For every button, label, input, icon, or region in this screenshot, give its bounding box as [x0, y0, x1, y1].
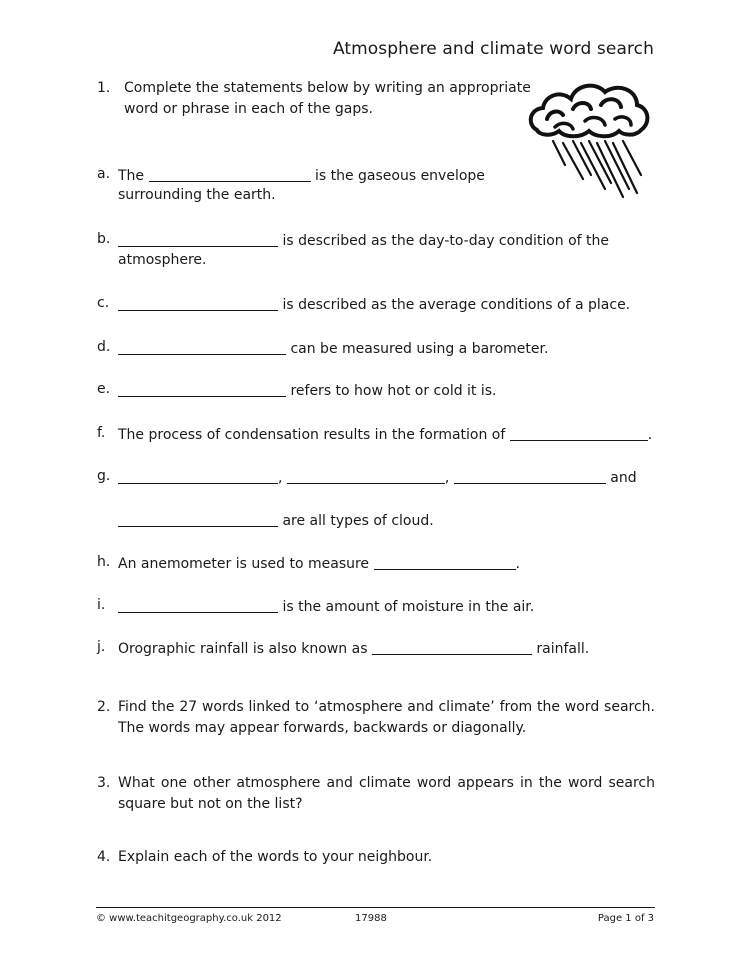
rain-cloud-icon	[525, 75, 655, 210]
item-d-post: can be measured using a barometer.	[290, 341, 549, 357]
item-j-letter: j.	[97, 639, 106, 655]
item-f-pre: The process of condensation results in the formation of	[118, 427, 506, 443]
footer-divider	[96, 907, 655, 908]
item-d-letter: d.	[97, 339, 111, 355]
item-g-cont	[118, 509, 434, 532]
question-1-text-line2: word or phrase in each of the gaps.	[124, 101, 373, 117]
question-1-text-line1: Complete the statements below by writing an appropriate	[124, 80, 531, 96]
item-a-letter: a.	[97, 166, 111, 182]
item-e-post: refers to how hot or cold it is.	[290, 383, 497, 399]
question-3-number: 3.	[97, 775, 111, 791]
item-f	[118, 423, 652, 446]
item-b-cont: atmosphere.	[118, 252, 207, 268]
item-e	[118, 379, 497, 402]
item-a-post: is the gaseous envelope	[314, 168, 485, 184]
item-f-post: .	[647, 427, 653, 443]
item-b	[118, 229, 609, 252]
item-g-sep-2: ,	[444, 470, 450, 486]
blank-f[interactable]	[510, 425, 648, 441]
item-d	[118, 337, 548, 360]
item-c	[118, 293, 630, 316]
footer-code: 17988	[355, 913, 387, 924]
blank-g3[interactable]	[454, 468, 606, 484]
blank-g1[interactable]	[118, 468, 278, 484]
item-c-post: is described as the average conditions of a place.	[282, 297, 631, 313]
item-j-post: rainfall.	[536, 641, 590, 657]
item-c-letter: c.	[97, 295, 110, 311]
item-g-cont-post: are all types of cloud.	[282, 513, 434, 529]
question-1-number: 1.	[97, 80, 111, 96]
item-g	[118, 466, 637, 489]
item-b-letter: b.	[97, 231, 111, 247]
item-h-letter: h.	[97, 554, 111, 570]
item-i	[118, 595, 534, 618]
blank-d[interactable]	[118, 339, 286, 355]
blank-g4[interactable]	[118, 511, 278, 527]
blank-h[interactable]	[374, 554, 516, 570]
blank-b[interactable]	[118, 231, 278, 247]
blank-c[interactable]	[118, 295, 278, 311]
item-e-letter: e.	[97, 381, 111, 397]
blank-i[interactable]	[118, 597, 278, 613]
question-2-text: Find the 27 words linked to ‘atmosphere and climate’ from the word search. The words may appear forwards, backwards or diagonally.	[118, 699, 655, 736]
item-j	[118, 637, 589, 660]
item-i-post: is the amount of moisture in the air.	[282, 599, 535, 615]
item-j-pre: Orographic rainfall is also known as	[118, 641, 368, 657]
item-a	[118, 164, 485, 187]
item-h-post: .	[515, 556, 520, 572]
question-4-number: 4.	[97, 849, 111, 865]
item-h-pre: An anemometer is used to measure	[118, 556, 370, 572]
item-a-pre: The	[118, 168, 145, 184]
item-f-letter: f.	[97, 425, 106, 441]
blank-g2[interactable]	[287, 468, 445, 484]
item-g-sep-1: ,	[278, 470, 283, 486]
question-2-number: 2.	[97, 699, 111, 715]
question-3-text: What one other atmosphere and climate word appears in the word search square but not on the list?	[118, 775, 655, 812]
footer-page: Page 1 of 3	[597, 913, 654, 924]
blank-j[interactable]	[372, 639, 532, 655]
footer-copyright: © www.teachitgeography.co.uk 2012	[96, 913, 282, 924]
item-g-letter: g.	[97, 468, 111, 484]
question-4-text: Explain each of the words to your neighbour.	[118, 849, 433, 865]
blank-e[interactable]	[118, 381, 286, 397]
item-a-cont: surrounding the earth.	[118, 187, 276, 203]
page-title: Atmosphere and climate word search	[332, 39, 654, 59]
item-i-letter: i.	[97, 597, 106, 613]
item-h	[118, 552, 520, 575]
item-b-post: is described as the day-to-day condition of the	[282, 233, 610, 249]
item-g-and: and	[610, 470, 637, 486]
blank-a[interactable]	[149, 166, 311, 182]
